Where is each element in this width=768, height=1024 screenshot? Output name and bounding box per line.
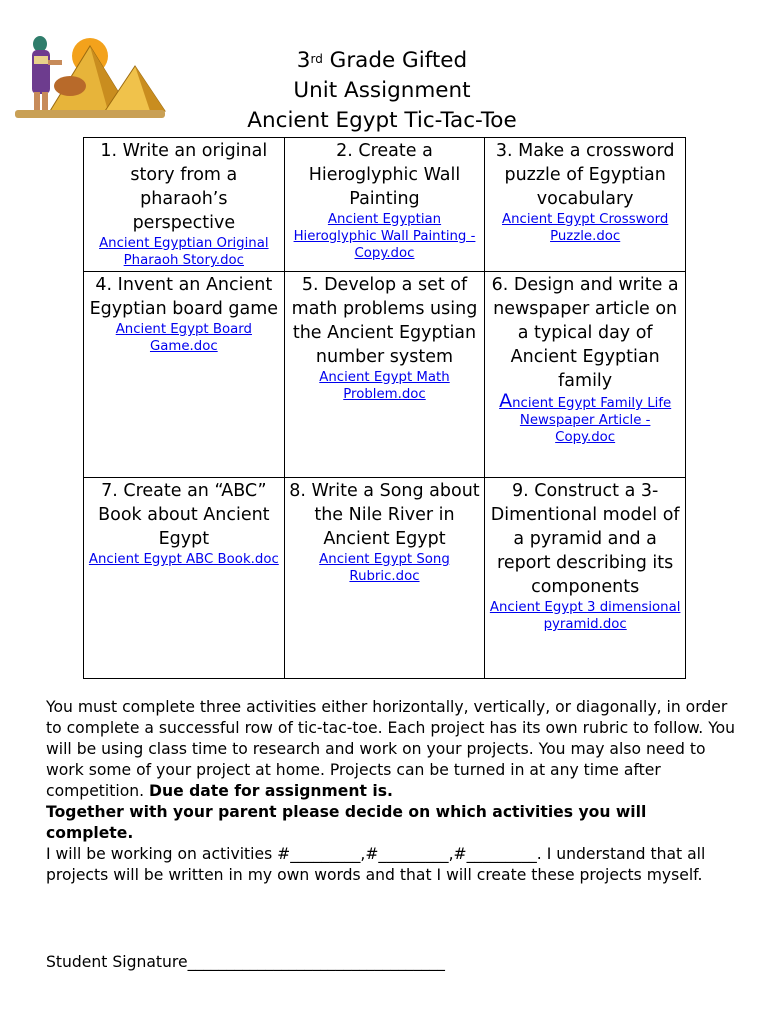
due-date-text: Due date for assignment is. bbox=[149, 782, 393, 800]
signature-label: Student Signature bbox=[46, 953, 188, 971]
rubric-link[interactable] bbox=[488, 390, 682, 446]
task-text: 9. Construct a 3-Dimentional model of a pyramid and a report describing its components bbox=[490, 481, 680, 597]
page-title bbox=[220, 46, 544, 136]
grid-cell-5 bbox=[284, 272, 485, 478]
rubric-link[interactable]: Ancient Egypt Song Rubric.doc bbox=[319, 552, 450, 584]
rubric-link[interactable]: Ancient Egypt Board Game.doc bbox=[115, 322, 252, 354]
instructions bbox=[46, 697, 736, 886]
rubric-link[interactable]: Ancient Egyptian Original Pharaoh Story.doc bbox=[99, 236, 269, 268]
rubric-link[interactable]: Ancient Egyptian Hieroglyphic Wall Painting - Copy.doc bbox=[293, 212, 476, 261]
rubric-link[interactable]: Ancient Egypt Math Problem.doc bbox=[319, 370, 450, 402]
rubric-link[interactable]: Ancient Egypt Crossword Puzzle.doc bbox=[502, 212, 669, 244]
title-line-1: 3rd Grade Gifted bbox=[296, 48, 468, 73]
student-signature bbox=[46, 952, 445, 973]
grid-row bbox=[84, 138, 686, 272]
title-line-2: Unit Assignment bbox=[293, 78, 471, 103]
task-text: 4. Invent an Ancient Egyptian board game bbox=[89, 275, 279, 319]
signature-line[interactable]: _________________________________ bbox=[187, 953, 445, 971]
tic-tac-toe-grid bbox=[83, 137, 686, 679]
task-text: 8. Write a Song about the Nile River in Ancient Egypt bbox=[289, 481, 480, 549]
task-text: 2. Create a Hieroglyphic Wall Painting bbox=[308, 141, 461, 209]
egypt-clipart bbox=[10, 26, 170, 126]
grid-cell-3 bbox=[485, 138, 686, 272]
task-text: 7. Create an “ABC” Book about Ancient Egypt bbox=[98, 481, 270, 549]
grid-row bbox=[84, 478, 686, 679]
grid-row bbox=[84, 272, 686, 478]
parent-decision-text: Together with your parent please decide on which activities you will complete. bbox=[46, 803, 647, 842]
instructions-text: You must complete three activities either horizontally, vertically, or diagonally, in order to complete a successful row of tic-tac-toe. Each project has its own rubric to follow. You will be using class time to research and work on your projects. You may also need to work some of your project at home. Projects can be turned in at any time after competition. bbox=[46, 698, 736, 800]
title-line-3: Ancient Egypt Tic-Tac-Toe bbox=[247, 108, 517, 133]
grid-cell-9 bbox=[485, 478, 686, 679]
task-text: 6. Design and write a newspaper article on a typical day of Ancient Egyptian family bbox=[491, 275, 679, 391]
grid-cell-2 bbox=[284, 138, 485, 272]
grid-cell-6 bbox=[485, 272, 686, 478]
grid-cell-7 bbox=[84, 478, 285, 679]
task-text: 5. Develop a set of math problems using the Ancient Egyptian number system bbox=[291, 275, 478, 367]
rubric-link[interactable]: Ancient Egypt ABC Book.doc bbox=[88, 552, 279, 567]
task-text: 1. Write an original story from a pharaoh’s perspective bbox=[100, 141, 268, 233]
task-text: 3. Make a crossword puzzle of Egyptian vocabulary bbox=[495, 141, 675, 209]
grid-cell-4 bbox=[84, 272, 285, 478]
instructions-paragraph bbox=[46, 697, 736, 802]
grid-cell-8 bbox=[284, 478, 485, 679]
rubric-link[interactable]: Ancient Egypt 3 dimensional pyramid.doc bbox=[489, 600, 681, 632]
grid-cell-1 bbox=[84, 138, 285, 272]
link-initial: A bbox=[499, 390, 513, 412]
activities-statement: I will be working on activities #_________,#_________,#_________. I understand that all projects will be written in my own words and that I will create these projects myself. bbox=[46, 845, 706, 884]
link-rest: ncient Egypt Family Life Newspaper Article - Copy.doc bbox=[512, 396, 672, 445]
